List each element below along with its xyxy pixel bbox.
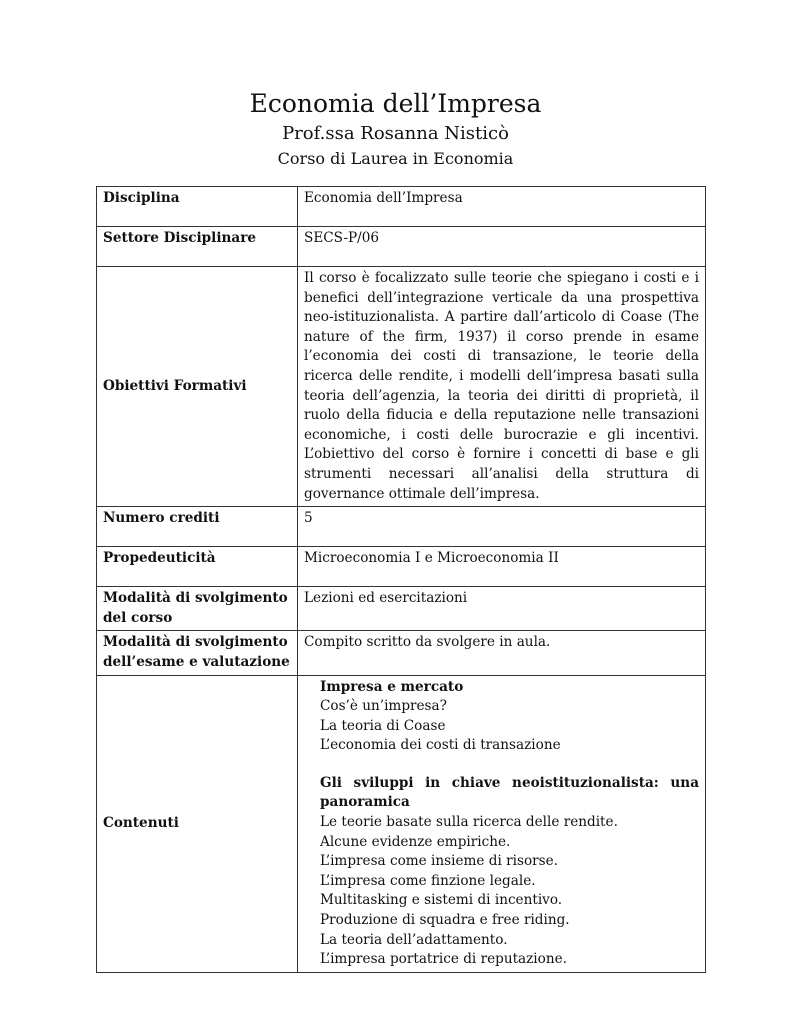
label-propedeuticita: Propedeuticità — [97, 547, 298, 587]
row-crediti — [97, 507, 706, 547]
label-obiettivi: Obiettivi Formativi — [97, 267, 298, 507]
document-title: Economia dell’Impresa — [249, 89, 542, 118]
row-settore — [97, 227, 706, 267]
value-settore: SECS-P/06 — [298, 227, 706, 267]
value-svolgimento-esame: Compito scritto da svolgere in aula. — [298, 631, 706, 675]
row-obiettivi — [97, 267, 706, 507]
row-disciplina — [97, 187, 706, 227]
contents-list — [304, 678, 699, 970]
label-disciplina: Disciplina — [97, 187, 298, 227]
list-item: L’impresa come finzione legale. — [320, 872, 536, 889]
value-svolgimento-corso: Lezioni ed esercitazioni — [298, 587, 706, 631]
value-obiettivi: Il corso è focalizzato sulle teorie che spiegano i costi e i benefici dell’integrazione verticale da una prospettiva neo-istituzionalista. A partire dall’articolo di Coase (The nature of the firm, 1937) il corso prende in esame l’economia dei costi di transazione, le teorie della ricerca delle rendite, i modelli dell’impresa basati sulla teoria dell’agenzia, la teoria dei diritti di proprietà, il ruolo della fiducia e della reputazione nelle transazioni economiche, i costi delle burocrazie e gli incentivi. L’obiettivo del corso è fornire i concetti di base e gli strumenti necessari all’analisi della struttura di governance ottimale dell’impresa. — [298, 267, 706, 507]
row-contenuti — [97, 675, 706, 972]
list-item: La teoria di Coase — [320, 717, 446, 734]
list-item: L’impresa come insieme di risorse. — [320, 853, 558, 870]
list-item: L’impresa portatrice di reputazione. — [320, 951, 567, 968]
course-name: Corso di Laurea in Economia — [277, 149, 514, 168]
list-item: La teoria dell’adattamento. — [320, 931, 508, 948]
value-crediti: 5 — [298, 507, 706, 547]
professor-name: Prof.ssa Rosanna Nisticò — [282, 123, 509, 144]
row-svolgimento-esame — [97, 631, 706, 675]
value-disciplina: Economia dell’Impresa — [298, 187, 706, 227]
course-info-table — [96, 186, 706, 973]
document-header — [0, 88, 791, 170]
label-crediti: Numero crediti — [97, 507, 298, 547]
label-contenuti: Contenuti — [97, 675, 298, 972]
row-svolgimento-corso — [97, 587, 706, 631]
section-spacer — [320, 756, 699, 774]
label-settore: Settore Disciplinare — [97, 227, 298, 267]
label-svolgimento-esame: Modalità di svolgimento dell’esame e valutazione — [97, 631, 298, 675]
label-svolgimento-corso: Modalità di svolgimento del corso — [97, 587, 298, 631]
section-heading-sviluppi: Gli sviluppi in chiave neoistituzionalista: una panoramica — [320, 774, 699, 811]
section-heading-impresa-mercato: Impresa e mercato — [320, 678, 464, 695]
list-item: Le teorie basate sulla ricerca delle rendite. — [320, 814, 618, 831]
list-item: L’economia dei costi di transazione — [320, 737, 561, 754]
value-propedeuticita: Microeconomia I e Microeconomia II — [298, 547, 706, 587]
list-item: Cos’è un’impresa? — [320, 698, 447, 715]
list-item: Produzione di squadra e free riding. — [320, 912, 570, 929]
value-contenuti — [298, 675, 706, 972]
list-item: Alcune evidenze empiriche. — [320, 833, 511, 850]
row-propedeuticita — [97, 547, 706, 587]
list-item: Multitasking e sistemi di incentivo. — [320, 892, 563, 909]
